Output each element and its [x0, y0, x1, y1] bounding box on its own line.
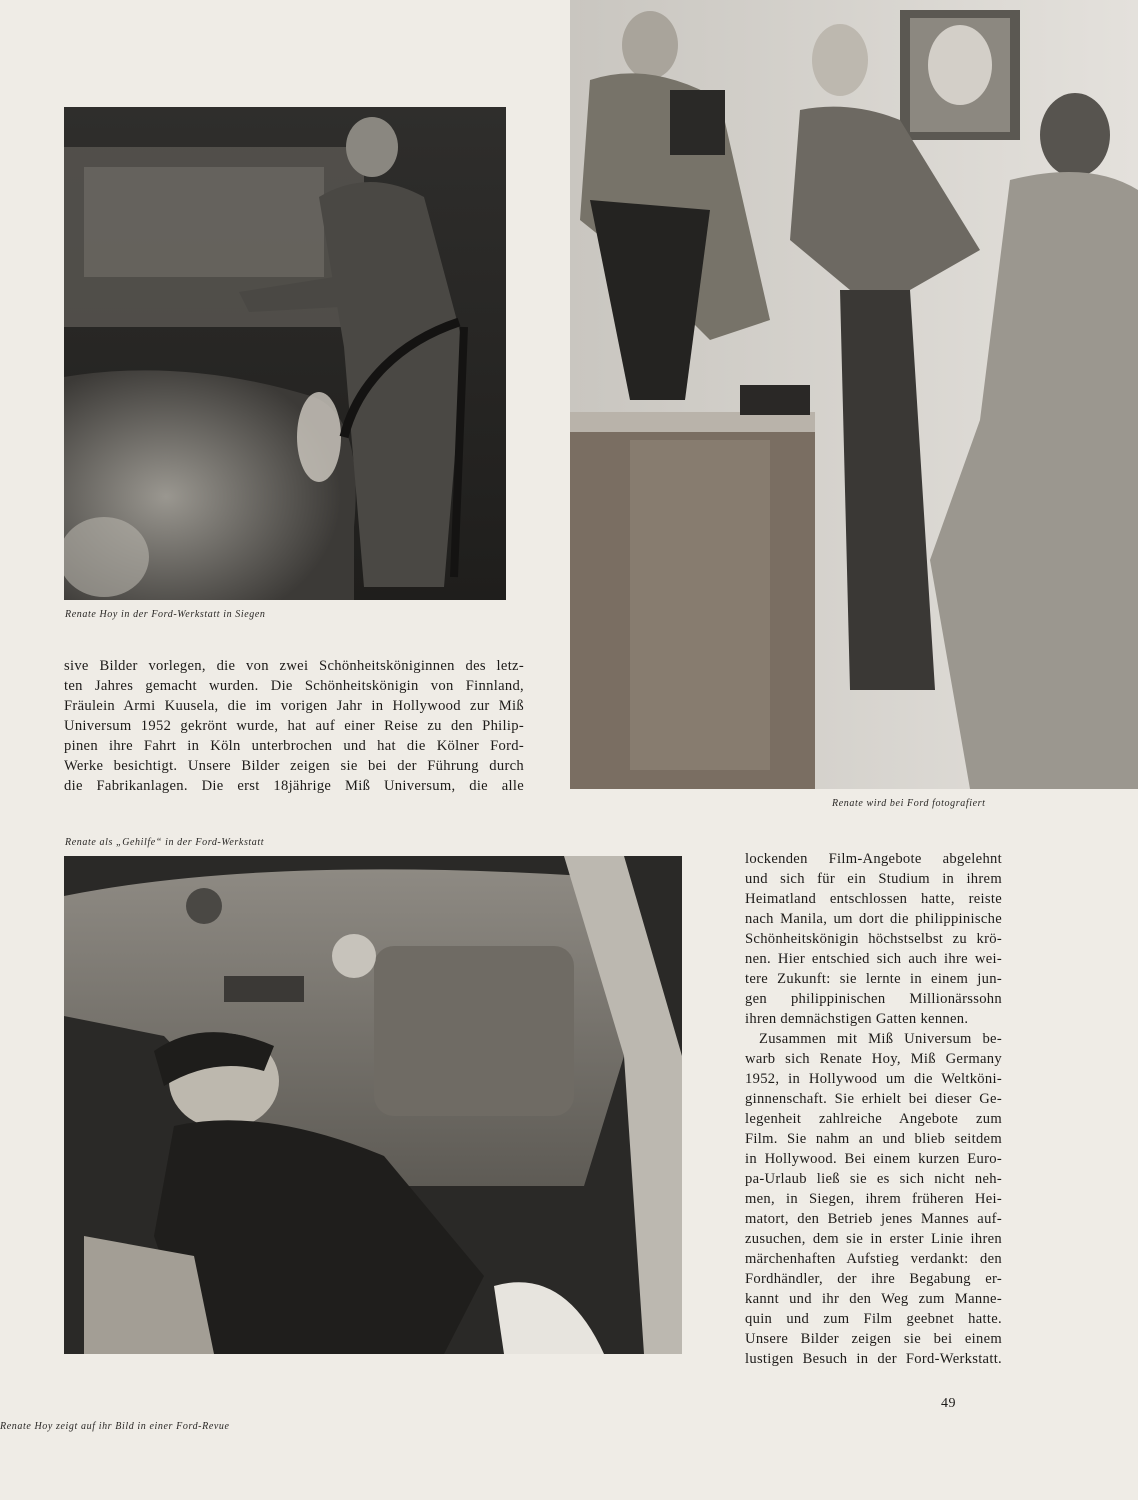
text-line: Werke besichtigt. Unsere Bilder zeigen sie bei der Führung durch: [64, 758, 524, 774]
text-line: Universum 1952 gekrönt wurde, hat auf einer Reise zu den Philip-: [64, 718, 524, 734]
text-line: legenheit zahlreiche Angebote zum: [745, 1111, 1002, 1127]
text-line: ginnenschaft. Sie erhielt bei dieser Ge-: [745, 1091, 1002, 1107]
text-line: quin und zum Film geebnet hatte.: [745, 1311, 1002, 1327]
caption-car-wash: Renate Hoy in der Ford-Werkstatt in Siegen: [65, 609, 266, 620]
photo-car-interior-image: [64, 856, 682, 1354]
text-line: tere Zukunft: sie lernte in einem jun-: [745, 971, 1002, 987]
text-line: Fordhändler, der ihre Begabung er-: [745, 1271, 1002, 1287]
text-line: warb sich Renate Hoy, Miß Germany: [745, 1051, 1002, 1067]
text-line: ten Jahres gemacht wurden. Die Schönheitskönigin von Finnland,: [64, 678, 524, 694]
caption-helper: Renate als „Gehilfe“ in der Ford-Werkstatt: [65, 837, 265, 848]
caption-photographers: Renate wird bei Ford fotografiert: [832, 798, 986, 809]
text-column-left: [64, 656, 524, 796]
text-line: Schönheitskönigin höchstselbst zu krö-: [745, 931, 1002, 947]
text-line: Fräulein Armi Kuusela, die im vorigen Jahr in Hollywood zur Miß: [64, 698, 524, 714]
photo-photographers: [570, 0, 1138, 789]
text-line: zusuchen, dem sie in erster Linie ihren: [745, 1231, 1002, 1247]
page-number: 49: [941, 1396, 956, 1411]
caption-ford-revue: Renate Hoy zeigt auf ihr Bild in einer Ford-Revue: [0, 1421, 230, 1432]
photo-car-wash: [64, 107, 506, 600]
text-line: lustigen Besuch in der Ford-Werkstatt.: [745, 1351, 1002, 1367]
text-line: pa-Urlaub ließ sie es sich nicht neh-: [745, 1171, 1002, 1187]
photo-car-wash-image: [64, 107, 506, 600]
text-line: in Hollywood. Bei einem kurzen Euro-: [745, 1151, 1002, 1167]
text-line: pinen ihre Fahrt in Köln unterbrochen und hat die Kölner Ford-: [64, 738, 524, 754]
text-line: Film. Sie nahm an und blieb seitdem: [745, 1131, 1002, 1147]
photo-photographers-image: [570, 0, 1138, 789]
photo-car-interior: [64, 856, 682, 1354]
text-line: gen philippinischen Millionärssohn: [745, 991, 1002, 1007]
text-column-right: [745, 849, 1002, 1369]
text-line: matort, den Betrieb jenes Mannes auf-: [745, 1211, 1002, 1227]
text-line: sive Bilder vorlegen, die von zwei Schönheitsköniginnen des letz-: [64, 658, 524, 674]
text-line: nen. Hier entschied sich auch ihre wei-: [745, 951, 1002, 967]
text-line: men, in Siegen, ihrem früheren Hei-: [745, 1191, 1002, 1207]
text-line: Unsere Bilder zeigen sie bei einem: [745, 1331, 1002, 1347]
text-line: lockenden Film-Angebote abgelehnt: [745, 851, 1002, 867]
text-line: märchenhaften Aufstieg verdankt: den: [745, 1251, 1002, 1267]
text-line: ihren demnächstigen Gatten kennen.: [745, 1011, 969, 1027]
text-line: nach Manila, um dort die philippinische: [745, 911, 1002, 927]
text-line: und sich für ein Studium in ihrem: [745, 871, 1002, 887]
text-line: Heimatland entschlossen hatte, reiste: [745, 891, 1002, 907]
text-line: die Fabrikanlagen. Die erst 18jährige Miß Universum, die alle: [64, 778, 524, 794]
text-line: 1952, in Hollywood um die Weltköni-: [745, 1071, 1002, 1087]
text-line: kannt und ihr den Weg zum Manne-: [745, 1291, 1002, 1307]
text-line: Zusammen mit Miß Universum be-: [759, 1031, 1002, 1047]
